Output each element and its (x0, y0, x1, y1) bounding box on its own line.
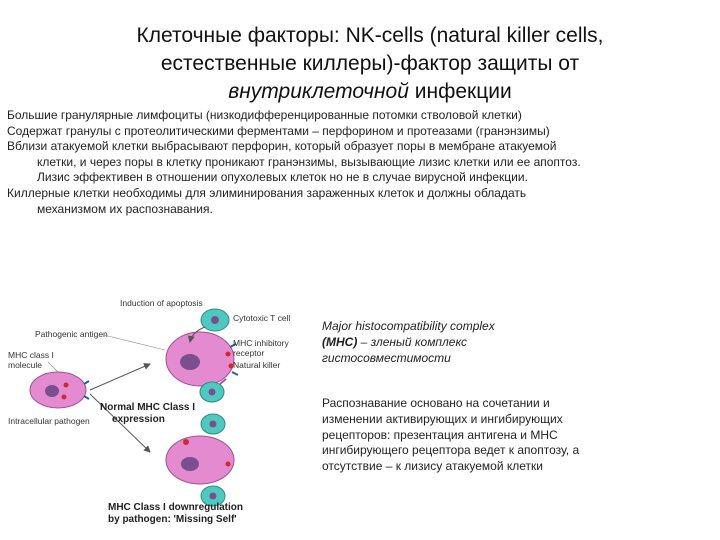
title-italic: внутриклеточной (228, 80, 409, 103)
antigen-icon (226, 352, 231, 357)
t-cell-nucleus (211, 316, 219, 324)
label-pathogen: Intracellular pathogen (8, 416, 90, 426)
bullet-item: Содержат гранулы с протеолитическими ферментами – перфорином и протеазами (гранэнзимы) (7, 123, 550, 138)
label-mhc-inhibitory: MHC inhibitory (233, 338, 289, 348)
label-antigen: Pathogenic antigen (35, 329, 108, 339)
lysed-nucleus (181, 457, 199, 471)
bullet-item: Киллерные клетки необходимы для элиминирования зараженных клеток и должны обладать механизмом их распознавания. (7, 185, 527, 216)
infected-nucleus (45, 385, 59, 397)
label-natural-killer: Natural killer (233, 360, 281, 370)
bullet-list (7, 108, 597, 217)
nk-nucleus (210, 421, 217, 428)
mhc-note-line-2 (322, 334, 572, 350)
title-line-3 (60, 78, 680, 106)
mhc-abbreviation: (MHC) (322, 335, 358, 349)
label-downregulation: MHC Class I downregulation (108, 502, 244, 513)
mhc-note-line-2-text: – зленый комплекс (357, 335, 468, 349)
label-cytotoxic: Cytotoxic T cell (233, 313, 291, 323)
title-line-1: Клеточные факторы: NK-cells (natural killer cells, (136, 24, 604, 47)
label-normal-expression-2: expression (112, 414, 165, 425)
antigen-icon (183, 439, 189, 445)
mhc-note (322, 318, 572, 366)
mhc-note-line-3: гистосовместимости (322, 351, 451, 365)
slide-title (60, 22, 680, 106)
label-normal-expression: Normal MHC Class I (100, 402, 196, 413)
label-mhc-molecule-2: molecule (8, 360, 43, 370)
infection-arrow (90, 364, 150, 390)
mhc-note-line-1: Major histocompatibility complex (322, 319, 495, 333)
title-tail: инфекции (408, 80, 512, 103)
label-downregulation-2: by pathogen: 'Missing Self' (108, 514, 237, 525)
bullet-item: Вблизи атакуемой клетки выбрасывают перфорин, который образует поры в мембране атакуемой клетки, и через поры в клетку проникают гранэнзимы, вызывающие лизис клетки или ее апоптоз. Лизис эффективен в отношении опухолевых клеток но не в случае вирусной инфекции. (7, 139, 581, 185)
pathogen-icon (62, 395, 67, 400)
label-mhc-inhibitory-2: receptor (233, 348, 265, 358)
label-mhc-molecule: MHC class I (8, 350, 54, 360)
nk-nucleus (210, 493, 217, 500)
bullet-item: Большие гранулярные лимфоциты (низкодифференцированные потомки стволовой клетки) (7, 108, 522, 122)
target-nucleus (180, 354, 200, 370)
pathogen-icon (64, 383, 69, 388)
title-line-2: естественные киллеры)-фактор защиты от (160, 52, 580, 75)
target-cell (166, 332, 234, 386)
recognition-text: Распознавание основано на сочетании и изменении активирующих и ингибирующих рецепторов: презентация антигена и МНС ингибирующего рецептора ведет к апоптозу, а отсутствие – к лизису атакуемой клетки (322, 396, 580, 474)
antigen-icon (226, 462, 231, 467)
lysed-cell (166, 436, 234, 484)
nk-nucleus (209, 389, 216, 396)
label-induction: Induction of apoptosis (120, 298, 203, 308)
nk-cell-diagram (0, 292, 330, 532)
